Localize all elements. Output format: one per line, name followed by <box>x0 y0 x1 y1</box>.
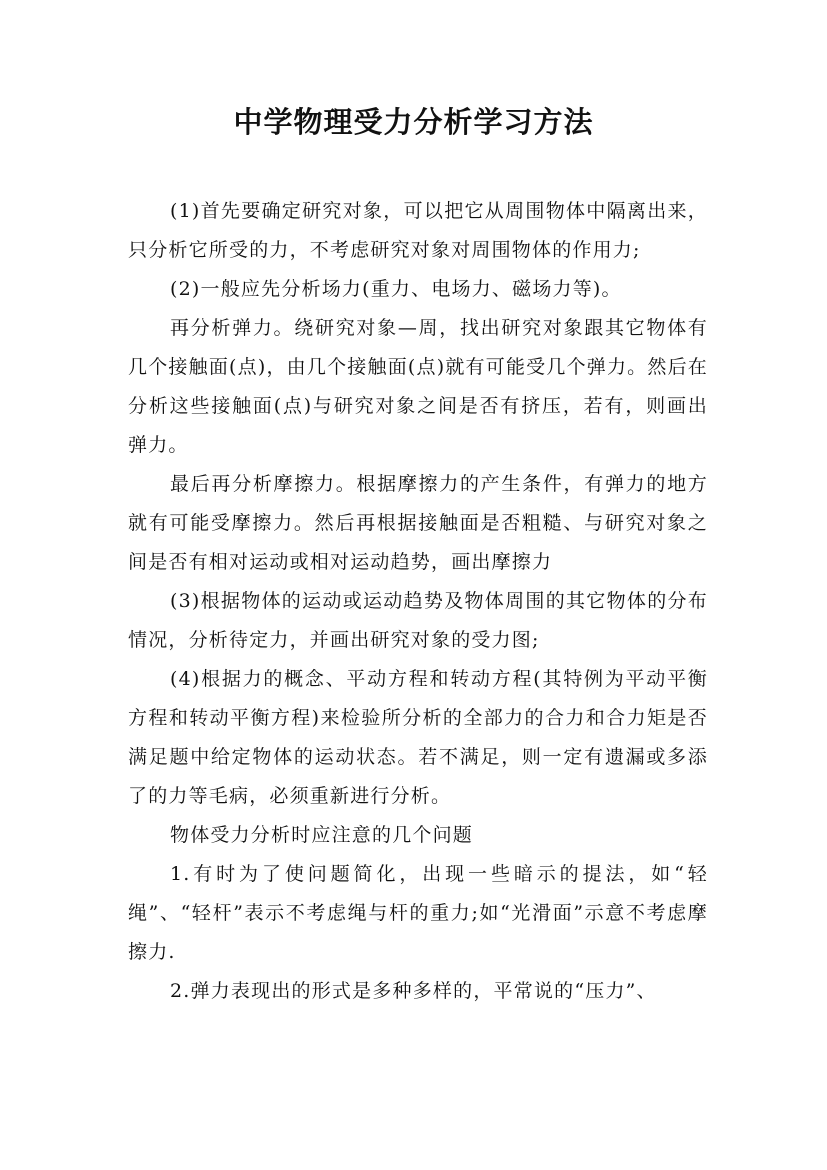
paragraph-step-3: (3)根据物体的运动或运动趋势及物体周围的其它物体的分布情况，分析待定力，并画出研究对象的受力图; <box>128 590 708 651</box>
paragraph-step-2: (2)一般应先分析场力(重力、电场力、磁场力等)。 <box>170 278 622 300</box>
paragraph-note-2: 2.弹力表现出的形式是多种多样的，平常说的“压力”、 <box>170 980 657 1002</box>
paragraph-elastic-force: 再分析弹力。绕研究对象—周，找出研究对象跟其它物体有几个接触面(点)，由几个接触面(点)就有可能受几个弹力。然后在分析这些接触面(点)与研究对象之间是否有挤压，若有，则画出弹力。 <box>128 317 708 456</box>
paragraph-note-1: 1.有时为了使问题简化，出现一些暗示的提法，如“轻绳”、“轻杆”表示不考虑绳与杆的重力;如“光滑面”示意不考虑摩擦力. <box>128 863 708 963</box>
document-body <box>128 192 708 1011</box>
section-heading-notes: 物体受力分析时应注意的几个问题 <box>170 824 474 846</box>
document-title: 中学物理受力分析学习方法 <box>233 105 594 139</box>
paragraph-friction: 最后再分析摩擦力。根据摩擦力的产生条件，有弹力的地方就有可能受摩擦力。然后再根据接触面是否粗糙、与研究对象之间是否有相对运动或相对运动趋势，画出摩擦力 <box>128 473 708 573</box>
paragraph-step-4: (4)根据力的概念、平动方程和转动方程(其特例为平动平衡方程和转动平衡方程)来检验所分析的全部力的合力和合力矩是否满足题中给定物体的运动状态。若不满足，则一定有遗漏或多添了的力等毛病，必须重新进行分析。 <box>128 668 708 807</box>
paragraph-step-1: (1)首先要确定研究对象，可以把它从周围物体中隔离出来，只分析它所受的力，不考虑研究对象对周围物体的作用力; <box>128 200 708 261</box>
